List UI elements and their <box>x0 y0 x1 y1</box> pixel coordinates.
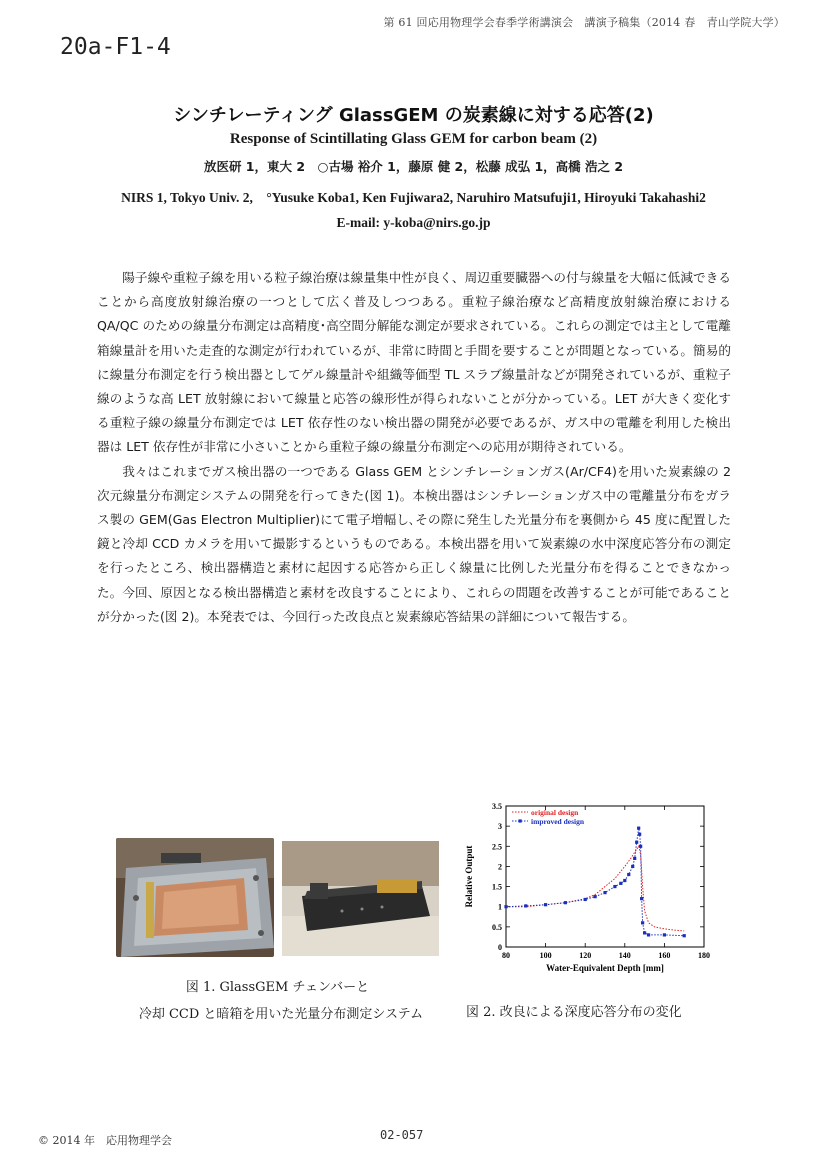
glassgem-chamber-photo <box>116 838 274 957</box>
conference-header: 第 61 回応用物理学会春季学術講演会 講演予稿集（2014 春 青山学院大学） <box>383 16 785 29</box>
series-point <box>663 933 666 936</box>
series-point <box>613 885 616 888</box>
authors-english: NIRS 1, Tokyo Univ. 2, °Yusuke Koba1, Ken Fujiwara2, Naruhiro Matsufuji1, Hiroyuki Takahashi2 <box>121 190 706 205</box>
abstract-id: 20a-F1-4 <box>60 34 171 60</box>
footer-page-number: 02-057 <box>380 1128 424 1142</box>
series-point <box>640 897 643 900</box>
series-point <box>637 827 640 830</box>
y-tick-label: 1.5 <box>492 882 502 892</box>
figure2-caption: 図 2. 改良による深度応答分布の変化 <box>466 1005 682 1020</box>
x-tick-label: 80 <box>502 951 510 960</box>
legend-marker <box>519 819 522 822</box>
ccd-darkbox-photo <box>282 841 439 956</box>
series-point <box>683 934 686 937</box>
body-paragraph-1: 陽子線や重粒子線を用いる粒子線治療は線量集中性が良く、周辺重要臓器への付与線量を大幅に低減できることから高度放射線治療の一つとして広く普及しつつある。重粒子線治療など高精度放射線治療における QA/QC のための線量分布測定は高精度･高空間分解能な測定が要求されている。これらの測定では主として電離箱線量計を用いた走査的な測定が行われているが、非常に時間と手間を要することが問題となっている。簡易的に線量分布測定を行う検出器としてゲル線量計や組織等価型 TL スラブ線量計などが開発されているが、重粒子線のような高 LET 放射線において線量と応答の線形性が得られないことが分かっている。LET が大きく変化する重粒子線の線量分布測定では LET 依存性のない検出器の開発が必要であるが、ガス中の電離を利用した検出器は LET 依存性が非常に小さいことから重粒子線の線量分布測定への応用が期待されている。 <box>97 270 731 455</box>
x-tick-label: 160 <box>658 951 671 960</box>
series-point <box>633 857 636 860</box>
title-japanese: シンチレーティング GlassGEM の炭素線に対する応答(2) <box>173 105 654 126</box>
series-point <box>641 921 644 924</box>
y-axis-label: Relative Output <box>464 845 474 908</box>
series-point <box>623 879 626 882</box>
series-point <box>639 845 642 848</box>
series-point <box>594 895 597 898</box>
x-tick-label: 140 <box>618 951 631 960</box>
series-point <box>643 931 646 934</box>
x-tick-label: 120 <box>579 951 592 960</box>
y-tick-label: 3 <box>498 822 502 832</box>
x-tick-label: 100 <box>539 951 552 960</box>
authors-japanese: 放医研 1，東大 2 ○古場 裕介 1，藤原 健 2，松藤 成弘 1，高橋 浩之 2 <box>203 159 624 174</box>
series-point <box>627 873 630 876</box>
series-point <box>544 903 547 906</box>
series-point <box>619 882 622 885</box>
body-paragraph-2: 我々はこれまでガス検出器の一つである Glass GEM とシンチレーションガス(Ar/CF4)を用いた炭素線の 2 次元線量分布測定システムの開発を行ってきた(図 1)。本検出器はシンチレーションガス中の電離量分布をガラス製の GEM(Gas Electron Multiplier)にて電子増幅し､その際に発生した光量分布を裏側から 45 度に配置した鏡と冷却 CCD カメラを用いて撮影するというものである。本検出器を用いて炭素線の水中深度応答分布の測定を行ったところ、検出器構造と素材に起因する応答から正しく線量に比例した光量分布を得ることできなかった。今回、原因となる検出器構造と素材を改良することにより、これらの問題を改善することが可能であることが分かった(図 2)。本発表では、今回行った改良点と炭素線応答結果の詳細について報告する。 <box>97 463 731 624</box>
abstract-body <box>97 266 731 629</box>
series-point <box>603 891 606 894</box>
depth-response-chart <box>458 796 728 982</box>
y-tick-label: 0 <box>498 943 502 952</box>
contact-email: E-mail: y-koba@nirs.go.jp <box>336 215 491 230</box>
chart-frame <box>506 806 704 947</box>
legend-label: improved design <box>531 817 584 826</box>
figure1-caption-line2: 冷却 CCD と暗箱を用いた光量分布測定システム <box>138 1007 424 1022</box>
series-point <box>635 841 638 844</box>
series-point <box>564 901 567 904</box>
legend-label: original design <box>531 808 579 817</box>
y-tick-label: 2.5 <box>492 842 502 852</box>
figure1-caption-line1: 図 1. GlassGEM チェンバーと <box>185 980 370 995</box>
series-point <box>631 865 634 868</box>
x-tick-label: 180 <box>698 951 710 960</box>
x-axis-label: Water-Equivalent Depth [mm] <box>546 963 664 973</box>
y-tick-label: 2 <box>498 862 502 872</box>
series-point <box>584 898 587 901</box>
y-tick-label: 1 <box>498 902 502 912</box>
series-line-2 <box>506 828 684 936</box>
series-point <box>638 833 641 836</box>
footer-copyright: © 2014 年 応用物理学会 <box>38 1134 172 1147</box>
title-english: Response of Scintillating Glass GEM for carbon beam (2) <box>229 131 598 147</box>
series-line-1 <box>506 846 684 931</box>
series-point <box>524 904 527 907</box>
series-point <box>647 933 650 936</box>
y-tick-label: 3.5 <box>492 802 502 811</box>
y-tick-label: 0.5 <box>492 922 502 932</box>
series-point <box>504 905 507 908</box>
